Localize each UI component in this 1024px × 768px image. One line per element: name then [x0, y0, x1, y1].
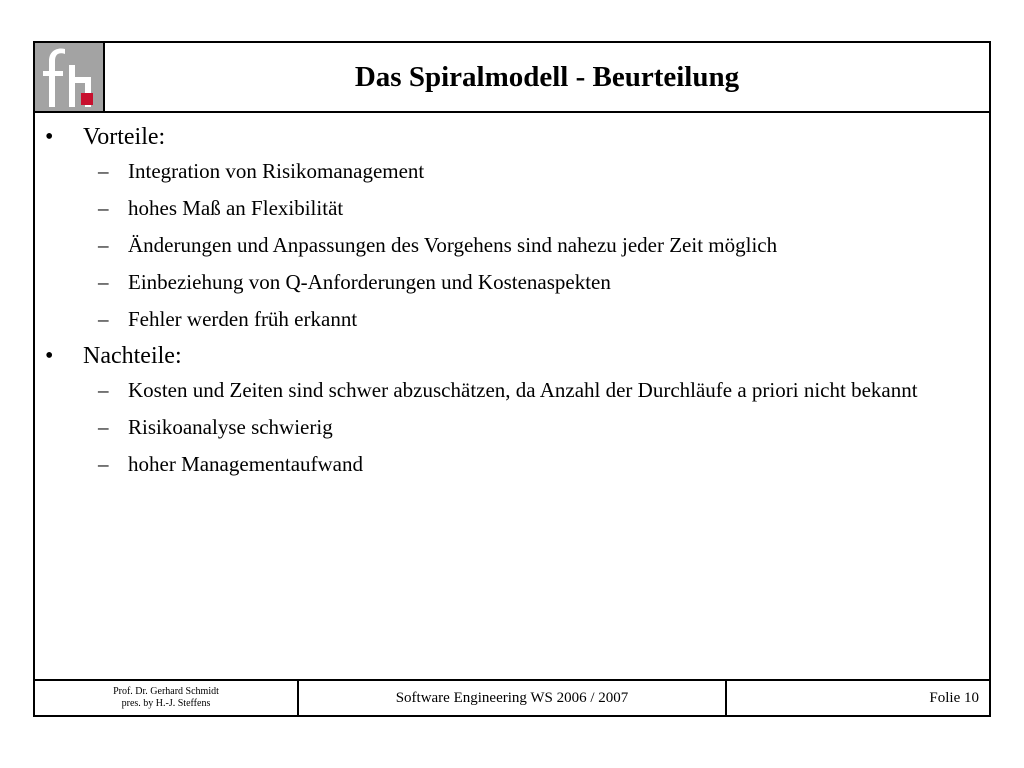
- list-item: [35, 267, 989, 298]
- slide-header: [35, 43, 989, 113]
- slide-frame: [33, 41, 991, 717]
- footer-course: Software Engineering WS 2006 / 2007: [299, 681, 727, 715]
- bullet-icon: •: [45, 343, 54, 369]
- bullet-icon: •: [45, 124, 54, 150]
- presenter-name: pres. by H.-J. Steffens: [121, 698, 211, 709]
- fh-logo-icon: [35, 43, 105, 111]
- list-item: [35, 375, 989, 406]
- list-item: [35, 304, 989, 335]
- section-advantages: [35, 122, 989, 152]
- dash-icon: –: [98, 378, 109, 402]
- slide-content: [35, 113, 989, 683]
- disadvantages-list: [35, 375, 989, 480]
- section-disadvantages: [35, 341, 989, 371]
- list-item-text: hoher Managementaufwand: [128, 452, 363, 476]
- list-item-text: Integration von Risikomanagement: [128, 159, 425, 183]
- list-item: [35, 230, 989, 261]
- section-heading: Nachteile:: [83, 343, 182, 369]
- list-item: [35, 193, 989, 224]
- list-item-text: Fehler werden früh erkannt: [128, 307, 358, 331]
- dash-icon: –: [98, 233, 109, 257]
- page-title: Das Spiralmodell - Beurteilung: [354, 60, 740, 93]
- author-name: Prof. Dr. Gerhard Schmidt: [113, 686, 219, 697]
- dash-icon: –: [98, 307, 109, 331]
- list-item: [35, 449, 989, 480]
- list-item-text: Einbeziehung von Q-Anforderungen und Kostenaspekten: [128, 270, 611, 294]
- dash-icon: –: [98, 415, 109, 439]
- footer-author: [35, 681, 299, 715]
- dash-icon: –: [98, 196, 109, 220]
- list-item: [35, 412, 989, 443]
- fh-logo-graphic: [35, 43, 103, 111]
- dash-icon: –: [98, 159, 109, 183]
- list-item-text: hohes Maß an Flexibilität: [128, 196, 344, 220]
- list-item: [35, 156, 989, 187]
- dash-icon: –: [98, 270, 109, 294]
- section-heading: Vorteile:: [83, 124, 166, 150]
- dash-icon: –: [98, 452, 109, 476]
- slide-number: Folie 10: [929, 689, 979, 706]
- outline-list: [35, 122, 989, 480]
- slide-footer: [35, 679, 989, 715]
- list-item-text: Risikoanalyse schwierig: [128, 415, 333, 439]
- list-item-text: Kosten und Zeiten sind schwer abzuschätzen, da Anzahl der Durchläufe a priori nicht bekannt: [128, 378, 918, 402]
- advantages-list: [35, 156, 989, 335]
- list-item-text: Änderungen und Anpassungen des Vorgehens sind nahezu jeder Zeit möglich: [128, 233, 778, 257]
